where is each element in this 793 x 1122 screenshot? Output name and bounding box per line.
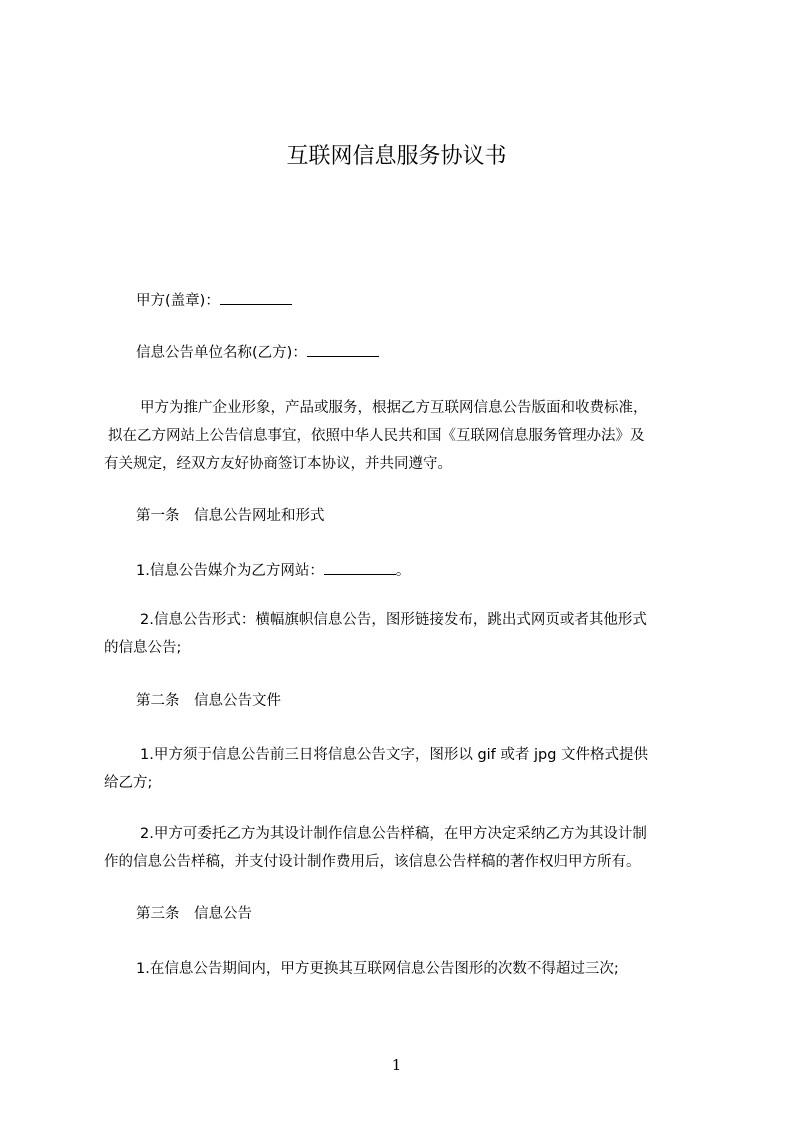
article-3-item-1: 1.在信息公告期间内，甲方更换其互联网信息公告图形的次数不得超过三次;: [136, 961, 619, 977]
article-2-item-1: [104, 741, 700, 797]
party-b-blank: [307, 342, 379, 357]
intro-line: 甲方为推广企业形象，产品或服务，根据乙方互联网信息公告版面和收费标准，: [140, 400, 648, 416]
article-1-item-2-line: 2.信息公告形式：横幅旗帜信息公告，图形链接发布，跳出式网页或者其他形式: [140, 612, 647, 628]
article-2-item-2: [104, 820, 700, 876]
article-1-item-1: [136, 557, 732, 585]
article-1-heading: 第一条 信息公告网址和形式: [136, 508, 325, 524]
intro-line: 有关规定，经双方友好协商签订本协议，并共同遵守。: [104, 456, 452, 472]
intro-line: 拟在乙方网站上公告信息事宜，依照中华人民共和国《互联网信息服务管理办法》及: [108, 428, 645, 444]
article-1-item-2-line: 的信息公告;: [104, 640, 182, 656]
article-2-item-1-line: 1.甲方须于信息公告前三日将信息公告文字，图形以 gif 或者 jpg 文件格式提供: [140, 747, 649, 763]
website-blank: [324, 560, 396, 575]
article-1-item-1-suffix: 。: [395, 563, 411, 579]
party-a-label: 甲方(盖章)：: [136, 293, 220, 309]
article-2-item-2-line: 2.甲方可委托乙方为其设计制作信息公告样稿，在甲方决定采纳乙方为其设计制: [140, 826, 647, 842]
party-b-label: 信息公告单位名称(乙方)：: [136, 345, 307, 361]
article-2-item-2-line: 作的信息公告样稿，并支付设计制作费用后，该信息公告样稿的著作权归甲方所有。: [104, 854, 641, 870]
party-a-line: [136, 287, 732, 315]
party-b-line: [136, 339, 732, 367]
page-number: 1: [391, 1056, 402, 1074]
article-3-heading: 第三条 信息公告: [136, 906, 252, 922]
article-1-item-2: [104, 606, 700, 662]
party-a-blank: [220, 290, 292, 305]
article-1-item-1-text: 1.信息公告媒介为乙方网站：: [136, 563, 324, 579]
intro-paragraph: [104, 394, 700, 478]
document-title: 互联网信息服务协议书: [286, 144, 507, 169]
article-2-heading: 第二条 信息公告文件: [136, 693, 281, 709]
article-2-item-1-line: 给乙方;: [104, 775, 153, 791]
